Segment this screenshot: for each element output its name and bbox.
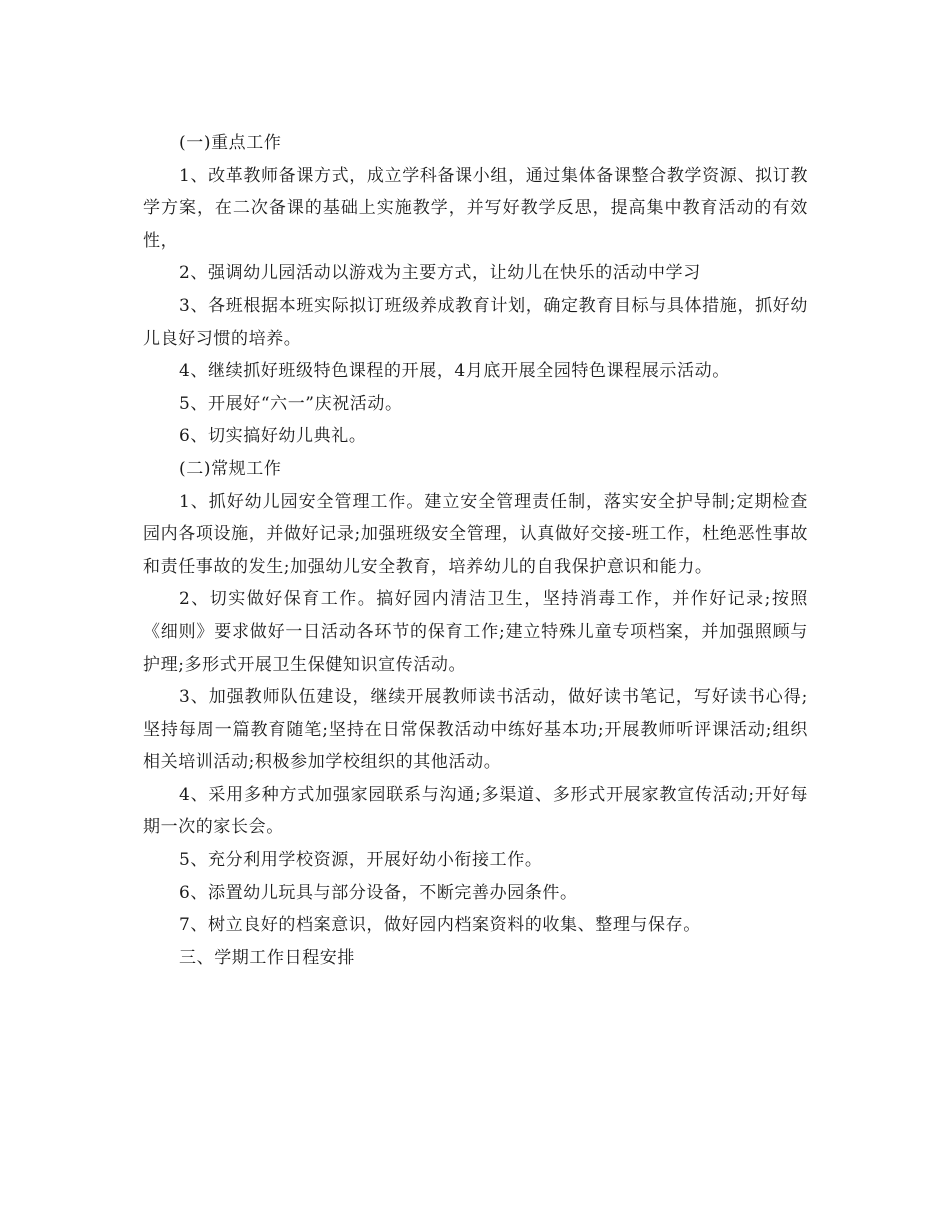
routine-work-item-2: 2、切实做好保育工作。搞好园内清洁卫生，坚持消毒工作，并作好记录;按照《细则》要求做好一日活动各环节的保育工作;建立特殊儿童专项档案，并加强照顾与护理;多形式开展卫生保健知识宣传活动。 <box>143 589 808 675</box>
routine-work-item-7: 7、树立良好的档案意识，做好园内档案资料的收集、整理与保存。 <box>179 915 701 936</box>
key-work-item-3: 3、各班根据本班实际拟订班级养成教育计划，确定教育目标与具体措施，抓好幼儿良好习惯的培养。 <box>143 295 808 349</box>
key-work-item-6: 6、切实搞好幼儿典礼。 <box>179 426 367 447</box>
routine-work-item-5: 5、充分利用学校资源，开展好幼小衔接工作。 <box>179 850 543 871</box>
document-body <box>143 127 808 974</box>
section-heading-key-work: (一)重点工作 <box>179 133 282 153</box>
key-work-item-1: 1、改革教师备课方式，成立学科备课小组，通过集体备课整合教学资源、拟订教学方案，在二次备课的基础上实施教学，并写好教学反思，提高集中教育活动的有效性， <box>143 165 808 251</box>
key-work-item-5: 5、开展好“六一”庆祝活动。 <box>179 393 403 414</box>
routine-work-item-6: 6、添置幼儿玩具与部分设备，不断完善办园条件。 <box>179 882 578 903</box>
key-work-item-2: 2、强调幼儿园活动以游戏为主要方式，让幼儿在快乐的活动中学习 <box>179 263 701 284</box>
section-heading-routine-work: (二)常规工作 <box>179 458 282 479</box>
key-work-item-4: 4、继续抓好班级特色课程的开展，4月底开展全园特色课程展示活动。 <box>179 361 730 382</box>
routine-work-item-1: 1、抓好幼儿园安全管理工作。建立安全管理责任制，落实安全护导制;定期检查园内各项设施，并做好记录;加强班级安全管理，认真做好交接-班工作，杜绝恶性事故和责任事故的发生;加强幼儿安全教育，培养幼儿的自我保护意识和能力。 <box>143 491 808 577</box>
routine-work-item-4: 4、采用多种方式加强家园联系与沟通;多渠道、多形式开展家教宣传活动;开好每期一次的家长会。 <box>143 784 808 838</box>
section-heading-schedule: 三、学期工作日程安排 <box>179 947 355 968</box>
routine-work-item-3: 3、加强教师队伍建设，继续开展教师读书活动，做好读书笔记，写好读书心得;坚持每周一篇教育随笔;坚持在日常保教活动中练好基本功;开展教师听评课活动;组织相关培训活动;积极参加学校组织的其他活动。 <box>143 687 808 773</box>
